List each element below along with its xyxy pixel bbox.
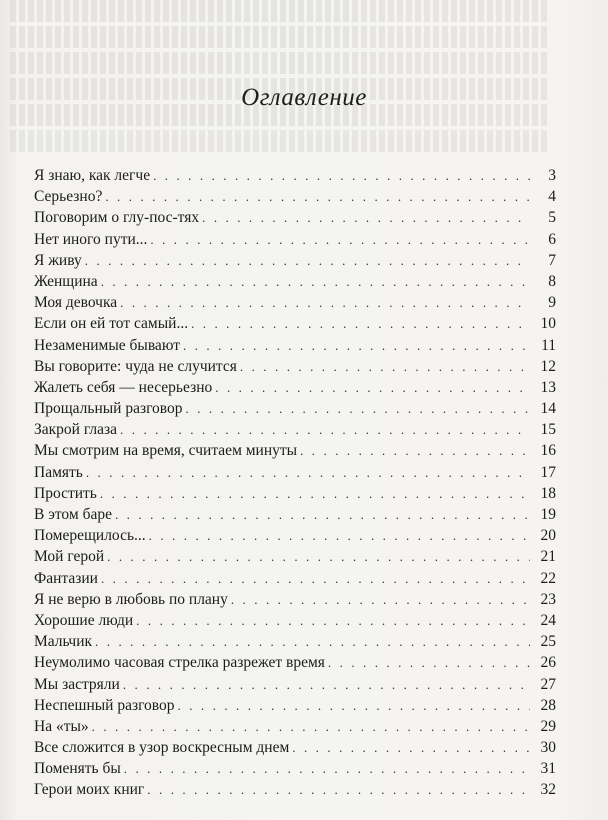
dot-leader — [186, 398, 530, 419]
toc-entry — [34, 335, 556, 356]
toc-entry — [34, 758, 556, 779]
dot-leader — [115, 504, 530, 525]
toc-entry-page-number: 32 — [540, 781, 556, 799]
toc-entry-page-number: 10 — [540, 315, 556, 333]
dot-leader — [149, 525, 530, 546]
toc-entry — [34, 292, 556, 313]
toc-entry-page-number: 9 — [548, 294, 556, 312]
toc-entry-title: Герои моих книг — [34, 781, 145, 799]
toc-entry — [34, 207, 556, 228]
toc-entry-title: Неспешный разговор — [34, 696, 175, 714]
dot-leader — [105, 186, 530, 207]
dot-leader — [123, 674, 530, 695]
toc-entry-page-number: 26 — [540, 654, 556, 672]
toc-entry-page-number: 19 — [540, 506, 556, 523]
toc-entry — [34, 504, 556, 525]
toc-entry-title: Фантазии — [34, 569, 98, 587]
dot-leader — [328, 652, 530, 673]
toc-entry-title: Незаменимые бывают — [34, 336, 180, 354]
toc-entry-title: Нет иного пути... — [34, 230, 148, 248]
toc-entry — [34, 398, 556, 419]
toc-entry-title: Мальчик — [34, 633, 93, 651]
toc-entry — [34, 779, 556, 800]
toc-entry — [34, 186, 556, 207]
toc-entry-page-number: 16 — [540, 442, 556, 460]
toc-entry-page-number: 30 — [540, 739, 556, 757]
toc-entry — [34, 716, 556, 737]
toc-entry-page-number: 3 — [548, 167, 556, 184]
toc-entry-title: Закрой глаза — [34, 421, 118, 439]
toc-entry — [34, 525, 556, 546]
dot-leader — [191, 313, 530, 334]
dot-leader — [215, 377, 530, 398]
toc-entry-title: Жалеть себя — несерьезно — [34, 378, 213, 396]
toc-entry-page-number: 12 — [540, 357, 556, 375]
toc-entry-title: На «ты» — [34, 717, 89, 735]
toc-entry — [34, 589, 556, 610]
toc-entry-page-number: 8 — [548, 272, 556, 290]
toc-entry-page-number: 11 — [541, 336, 556, 354]
toc-entry-page-number: 27 — [540, 675, 556, 693]
toc-entry-page-number: 14 — [540, 400, 556, 418]
toc-entry — [34, 356, 556, 377]
toc-entry-title: Неумолимо часовая стрелка разрежет время — [34, 654, 325, 672]
toc-entry-title: Поговорим о глу-пос-тях — [34, 209, 200, 227]
toc-entry — [34, 165, 556, 186]
toc-entry — [34, 568, 556, 589]
toc-entry-title: Прощальный разговор — [34, 400, 183, 418]
dot-leader — [95, 631, 530, 652]
toc-entry — [34, 271, 556, 292]
toc-entry-title: В этом баре — [34, 506, 112, 523]
toc-entry-page-number: 28 — [540, 696, 556, 714]
toc-entry-page-number: 18 — [540, 484, 556, 502]
dot-leader — [92, 716, 530, 737]
dot-leader — [101, 568, 530, 589]
toc-entry-page-number: 20 — [540, 527, 556, 545]
dot-leader — [292, 737, 530, 758]
dot-leader — [147, 779, 530, 800]
toc-entry-title: Поменять бы — [34, 760, 121, 778]
toc-entry-page-number: 13 — [540, 378, 556, 396]
toc-entry-title: Хорошие люди — [34, 611, 134, 629]
toc-entry — [34, 674, 556, 695]
toc-entry-title: Я живу — [34, 251, 82, 269]
toc-entry-page-number: 31 — [540, 760, 556, 778]
dot-leader — [124, 758, 530, 779]
dot-leader — [100, 483, 530, 504]
dot-leader — [231, 589, 530, 610]
dot-leader — [202, 207, 530, 228]
toc-entry — [34, 631, 556, 652]
dot-leader — [85, 250, 530, 271]
dot-leader — [86, 462, 530, 483]
toc-entry — [34, 419, 556, 440]
dot-leader — [300, 440, 530, 461]
dot-leader — [183, 335, 530, 356]
toc-entry-title: Мы застряли — [34, 675, 120, 693]
dot-leader — [153, 165, 530, 186]
toc-entry — [34, 737, 556, 758]
dot-leader — [150, 229, 530, 250]
toc-entry — [34, 377, 556, 398]
toc-entry-page-number: 25 — [540, 633, 556, 651]
toc-entry-page-number: 24 — [540, 611, 556, 629]
toc-entry — [34, 652, 556, 673]
toc-entry-page-number: 4 — [548, 188, 556, 206]
toc-entry-page-number: 7 — [548, 251, 556, 269]
toc-entry — [34, 462, 556, 483]
toc-entry-page-number: 23 — [540, 590, 556, 608]
toc-entry-title: Моя девочка — [34, 294, 118, 312]
table-of-contents — [34, 165, 556, 801]
toc-entry-title: Серьезно? — [34, 188, 103, 206]
toc-entry — [34, 229, 556, 250]
toc-entry — [34, 440, 556, 461]
toc-entry — [34, 546, 556, 567]
toc-entry-title: Я знаю, как легче — [34, 167, 151, 184]
bleed-through-texture — [10, 0, 550, 160]
toc-entry-page-number: 15 — [540, 421, 556, 439]
toc-entry-title: Простить — [34, 484, 97, 502]
toc-entry-page-number: 22 — [540, 569, 556, 587]
toc-entry-title: Женщина — [34, 272, 98, 290]
toc-entry — [34, 610, 556, 631]
toc-entry-title: Померещилось... — [34, 527, 146, 545]
toc-entry-page-number: 5 — [548, 209, 556, 227]
toc-entry — [34, 483, 556, 504]
dot-leader — [120, 292, 530, 313]
toc-entry-page-number: 29 — [540, 717, 556, 735]
dot-leader — [240, 356, 530, 377]
toc-entry — [34, 250, 556, 271]
toc-entry — [34, 313, 556, 334]
toc-entry-page-number: 6 — [548, 230, 556, 248]
toc-entry-page-number: 17 — [540, 463, 556, 481]
toc-entry-title: Если он ей тот самый... — [34, 315, 189, 333]
toc-entry-title: Мой герой — [34, 548, 105, 566]
dot-leader — [136, 610, 530, 631]
toc-entry-title: Вы говорите: чуда не случится — [34, 357, 237, 375]
dot-leader — [120, 419, 530, 440]
toc-entry-title: Память — [34, 463, 83, 481]
toc-entry — [34, 695, 556, 716]
dot-leader — [101, 271, 530, 292]
toc-entry-page-number: 21 — [540, 548, 556, 566]
toc-entry-title: Все сложится в узор воскресным днем — [34, 739, 290, 757]
dot-leader — [107, 546, 530, 567]
toc-entry-title: Я не верю в любовь по плану — [34, 590, 228, 608]
toc-entry-title: Мы смотрим на время, считаем минуты — [34, 442, 298, 460]
dot-leader — [178, 695, 530, 716]
page-title: Оглавление — [241, 84, 367, 111]
